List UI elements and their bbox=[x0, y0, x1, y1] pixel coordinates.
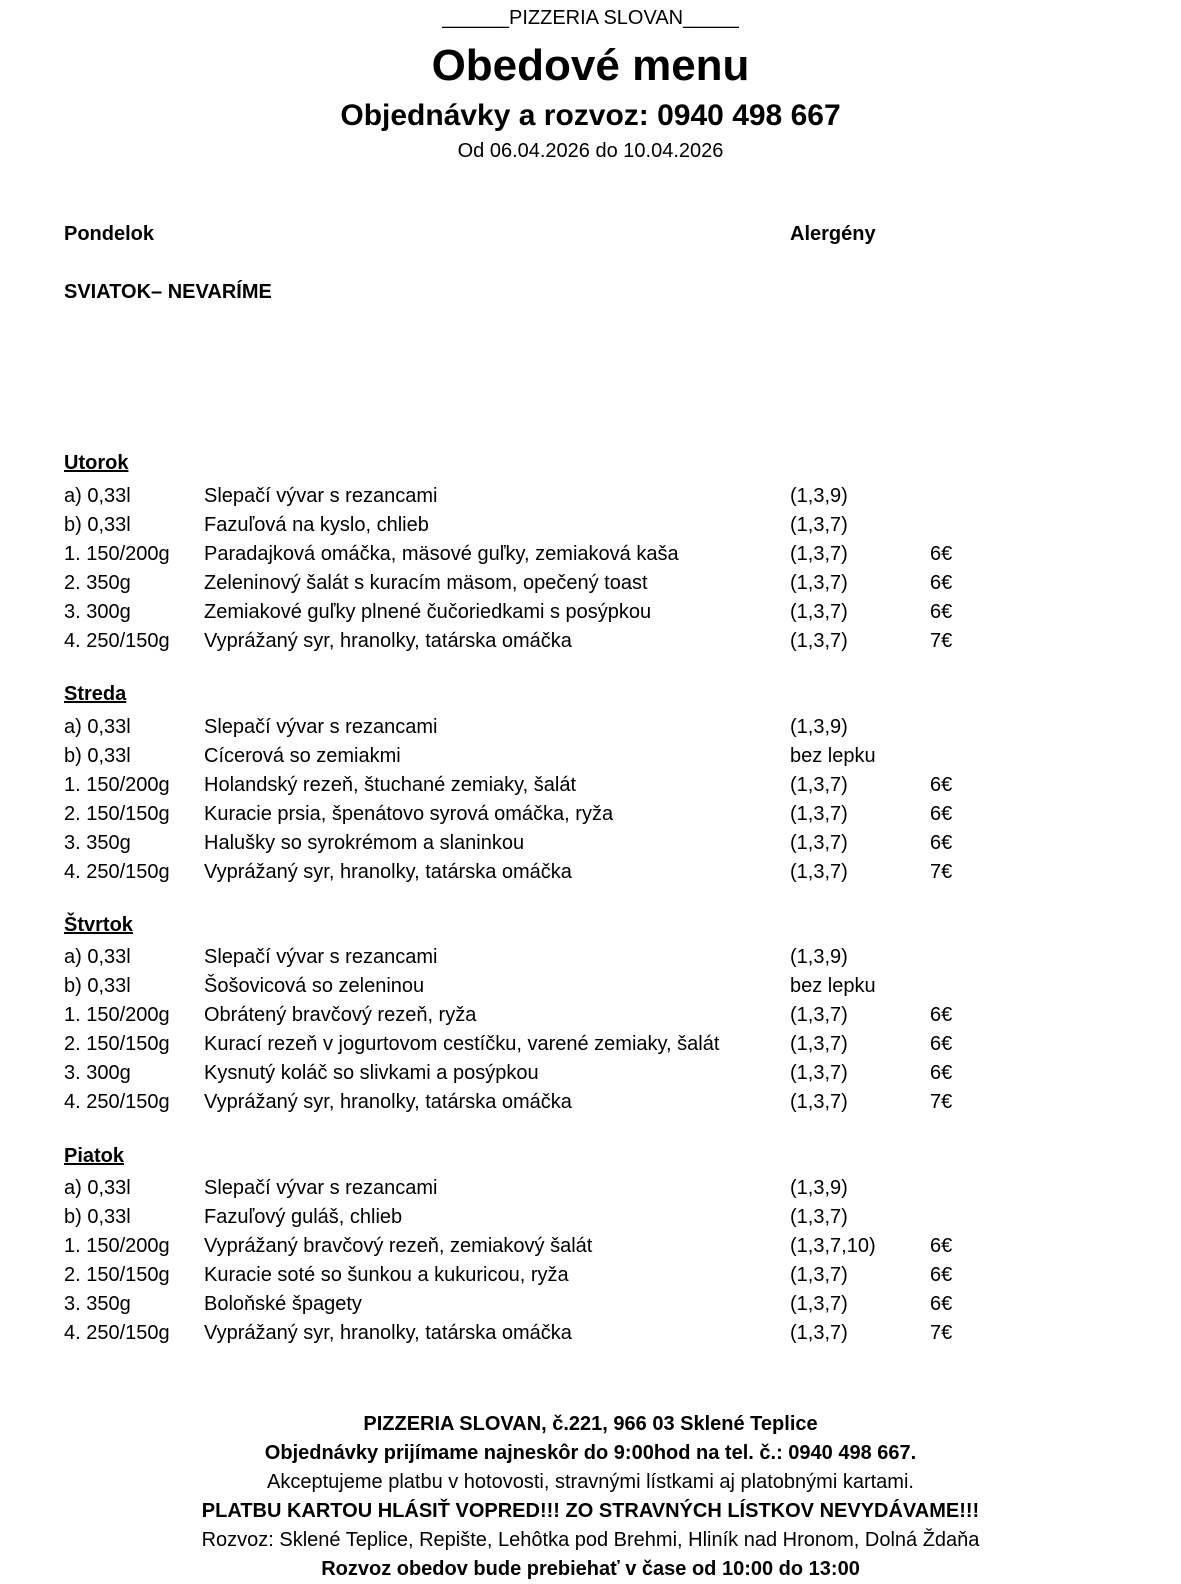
menu-row bbox=[0, 569, 1181, 598]
menu-row bbox=[0, 1261, 1181, 1290]
menu-portion: 2. 150/150g bbox=[64, 1264, 170, 1286]
menu-allergens: (1,3,7) bbox=[790, 1004, 848, 1026]
menu-portion: 3. 300g bbox=[64, 1062, 131, 1084]
day-label-thursday: Štvrtok bbox=[64, 914, 133, 936]
menu-portion: a) 0,33l bbox=[64, 485, 131, 507]
menu-row bbox=[0, 858, 1181, 887]
menu-row bbox=[0, 1001, 1181, 1030]
menu-dish: Vyprážaný syr, hranolky, tatárska omáčka bbox=[204, 1091, 572, 1113]
footer-address: PIZZERIA SLOVAN, č.221, 966 03 Sklené Teplice bbox=[363, 1413, 818, 1435]
menu-row bbox=[0, 713, 1181, 742]
menu-price: 6€ bbox=[930, 1293, 953, 1315]
menu-allergens: (1,3,7) bbox=[790, 630, 848, 652]
menu-allergens: (1,3,7) bbox=[790, 1206, 848, 1228]
menu-price: 7€ bbox=[930, 630, 953, 652]
menu-allergens: (1,3,9) bbox=[790, 485, 848, 507]
menu-dish: Šošovicová so zeleninou bbox=[204, 975, 425, 997]
menu-allergens: (1,3,7,10) bbox=[790, 1235, 876, 1257]
menu-dish: Kuracie prsia, špenátovo syrová omáčka, ryža bbox=[204, 803, 614, 825]
menu-dish: Obrátený bravčový rezeň, ryža bbox=[204, 1004, 477, 1026]
orders-phone: Objednávky a rozvoz: 0940 498 667 bbox=[340, 99, 841, 132]
footer-delivery-area: Rozvoz: Sklené Teplice, Repište, Lehôtka pod Brehmi, Hliník nad Hronom, Dolná Ždaňa bbox=[201, 1529, 980, 1551]
menu-price: 6€ bbox=[930, 1004, 953, 1026]
menu-row bbox=[0, 598, 1181, 627]
menu-footer bbox=[0, 1410, 1181, 1584]
menu-dish: Vyprážaný syr, hranolky, tatárska omáčka bbox=[204, 861, 572, 883]
menu-dish: Kuracie soté so šunkou a kukuricou, ryža bbox=[204, 1264, 569, 1286]
menu-price: 6€ bbox=[930, 601, 953, 623]
day-label-tuesday: Utorok bbox=[64, 452, 129, 474]
menu-allergens: (1,3,7) bbox=[790, 572, 848, 594]
menu-price: 6€ bbox=[930, 572, 953, 594]
menu-portion: 1. 150/200g bbox=[64, 1004, 170, 1026]
menu-allergens: (1,3,7) bbox=[790, 774, 848, 796]
menu-allergens: (1,3,9) bbox=[790, 1177, 848, 1199]
menu-portion: b) 0,33l bbox=[64, 514, 131, 536]
menu-dish: Paradajková omáčka, mäsové guľky, zemiaková kaša bbox=[204, 543, 679, 565]
menu-row bbox=[0, 627, 1181, 656]
menu-portion: 4. 250/150g bbox=[64, 1322, 170, 1344]
page-title: Obedové menu bbox=[431, 41, 750, 90]
menu-portion: 3. 350g bbox=[64, 832, 131, 854]
brand-line: ______PIZZERIA SLOVAN_____ bbox=[442, 7, 739, 29]
menu-row bbox=[0, 1088, 1181, 1117]
menu-price: 6€ bbox=[930, 1062, 953, 1084]
menu-dish: Kurací rezeň v jogurtovom cestíčku, varené zemiaky, šalát bbox=[204, 1033, 720, 1055]
menu-dish: Kysnutý koláč so slivkami a posýpkou bbox=[204, 1062, 539, 1084]
menu-allergens: (1,3,7) bbox=[790, 1033, 848, 1055]
menu-dish: Vyprážaný bravčový rezeň, zemiakový šalát bbox=[204, 1235, 593, 1257]
menu-row bbox=[0, 742, 1181, 771]
menu-price: 6€ bbox=[930, 803, 953, 825]
menu-dish: Slepačí vývar s rezancami bbox=[204, 485, 438, 507]
menu-price: 6€ bbox=[930, 774, 953, 796]
menu-portion: 2. 150/150g bbox=[64, 803, 170, 825]
menu-dish: Zemiakové guľky plnené čučoriedkami s posýpkou bbox=[204, 601, 652, 623]
menu-row bbox=[0, 540, 1181, 569]
menu-dish: Cícerová so zemiakmi bbox=[204, 745, 401, 767]
menu-portion: b) 0,33l bbox=[64, 975, 131, 997]
menu-row bbox=[0, 1174, 1181, 1203]
menu-row bbox=[0, 1290, 1181, 1319]
menu-row bbox=[0, 1030, 1181, 1059]
monday-holiday-note: SVIATOK– NEVARÍME bbox=[64, 281, 272, 303]
menu-price: 6€ bbox=[930, 1033, 953, 1055]
menu-portion: 1. 150/200g bbox=[64, 543, 170, 565]
menu-portion: 3. 350g bbox=[64, 1293, 131, 1315]
menu-portion: b) 0,33l bbox=[64, 745, 131, 767]
menu-portion: 1. 150/200g bbox=[64, 774, 170, 796]
day-label-wednesday: Streda bbox=[64, 683, 127, 705]
menu-portion: b) 0,33l bbox=[64, 1206, 131, 1228]
menu-row bbox=[0, 771, 1181, 800]
menu-allergens: (1,3,7) bbox=[790, 1322, 848, 1344]
menu-dish: Holandský rezeň, štuchané zemiaky, šalát bbox=[204, 774, 577, 796]
menu-dish: Zeleninový šalát s kuracím mäsom, opečený toast bbox=[204, 572, 648, 594]
menu-portion: a) 0,33l bbox=[64, 946, 131, 968]
menu-allergens: (1,3,7) bbox=[790, 601, 848, 623]
menu-portion: 3. 300g bbox=[64, 601, 131, 623]
footer-payment: Akceptujeme platbu v hotovosti, stravnými lístkami aj platobnými kartami. bbox=[267, 1471, 914, 1493]
menu-dish: Boloňské špagety bbox=[204, 1293, 362, 1315]
allergens-header: Alergény bbox=[790, 223, 876, 245]
menu-allergens: (1,3,7) bbox=[790, 1293, 848, 1315]
menu-portion: 2. 350g bbox=[64, 572, 131, 594]
menu-dish: Slepačí vývar s rezancami bbox=[204, 1177, 438, 1199]
menu-dish: Slepačí vývar s rezancami bbox=[204, 946, 438, 968]
menu-row bbox=[0, 829, 1181, 858]
menu-dish: Fazuľová na kyslo, chlieb bbox=[204, 514, 429, 536]
menu-price: 6€ bbox=[930, 543, 953, 565]
menu-portion: 4. 250/150g bbox=[64, 630, 170, 652]
menu-price: 7€ bbox=[930, 1091, 953, 1113]
day-label-monday: Pondelok bbox=[64, 223, 155, 245]
menu-dish: Fazuľový guláš, chlieb bbox=[204, 1206, 403, 1228]
menu-row bbox=[0, 972, 1181, 1001]
menu-price: 6€ bbox=[930, 832, 953, 854]
menu-row bbox=[0, 943, 1181, 972]
menu-allergens: (1,3,7) bbox=[790, 514, 848, 536]
footer-card-notice: PLATBU KARTOU HLÁSIŤ VOPRED!!! ZO STRAVNÝCH LÍSTKOV NEVYDÁVAME!!! bbox=[201, 1500, 980, 1522]
menu-dish: Halušky so syrokrémom a slaninkou bbox=[204, 832, 525, 854]
menu-row bbox=[0, 1203, 1181, 1232]
menu-allergens: bez lepku bbox=[790, 975, 876, 997]
menu-row bbox=[0, 800, 1181, 829]
menu-allergens: (1,3,9) bbox=[790, 946, 848, 968]
menu-allergens: (1,3,7) bbox=[790, 1264, 848, 1286]
menu-allergens: (1,3,7) bbox=[790, 1091, 848, 1113]
menu-header bbox=[0, 0, 1181, 164]
menu-dish: Vyprážaný syr, hranolky, tatárska omáčka bbox=[204, 1322, 572, 1344]
menu-allergens: (1,3,7) bbox=[790, 1062, 848, 1084]
menu-allergens: bez lepku bbox=[790, 745, 876, 767]
date-range: Od 06.04.2026 do 10.04.2026 bbox=[457, 140, 724, 162]
menu-price: 7€ bbox=[930, 861, 953, 883]
menu-allergens: (1,3,7) bbox=[790, 803, 848, 825]
menu-price: 6€ bbox=[930, 1235, 953, 1257]
menu-allergens: (1,3,9) bbox=[790, 716, 848, 738]
footer-order-deadline: Objednávky prijímame najneskôr do 9:00hod na tel. č.: 0940 498 667. bbox=[264, 1442, 917, 1464]
menu-price: 7€ bbox=[930, 1322, 953, 1344]
menu-row bbox=[0, 482, 1181, 511]
menu-portion: 4. 250/150g bbox=[64, 1091, 170, 1113]
menu-portion: 4. 250/150g bbox=[64, 861, 170, 883]
menu-portion: a) 0,33l bbox=[64, 716, 131, 738]
menu-portion: a) 0,33l bbox=[64, 1177, 131, 1199]
menu-dish: Slepačí vývar s rezancami bbox=[204, 716, 438, 738]
menu-row bbox=[0, 1059, 1181, 1088]
menu-allergens: (1,3,7) bbox=[790, 861, 848, 883]
menu-allergens: (1,3,7) bbox=[790, 832, 848, 854]
menu-portion: 2. 150/150g bbox=[64, 1033, 170, 1055]
menu-row bbox=[0, 511, 1181, 540]
menu-row bbox=[0, 1319, 1181, 1348]
footer-delivery-time: Rozvoz obedov bude prebiehať v čase od 10:00 do 13:00 bbox=[321, 1558, 860, 1580]
menu-dish: Vyprážaný syr, hranolky, tatárska omáčka bbox=[204, 630, 572, 652]
menu-price: 6€ bbox=[930, 1264, 953, 1286]
day-label-friday: Piatok bbox=[64, 1145, 125, 1167]
menu-portion: 1. 150/200g bbox=[64, 1235, 170, 1257]
menu-row bbox=[0, 1232, 1181, 1261]
menu-allergens: (1,3,7) bbox=[790, 543, 848, 565]
